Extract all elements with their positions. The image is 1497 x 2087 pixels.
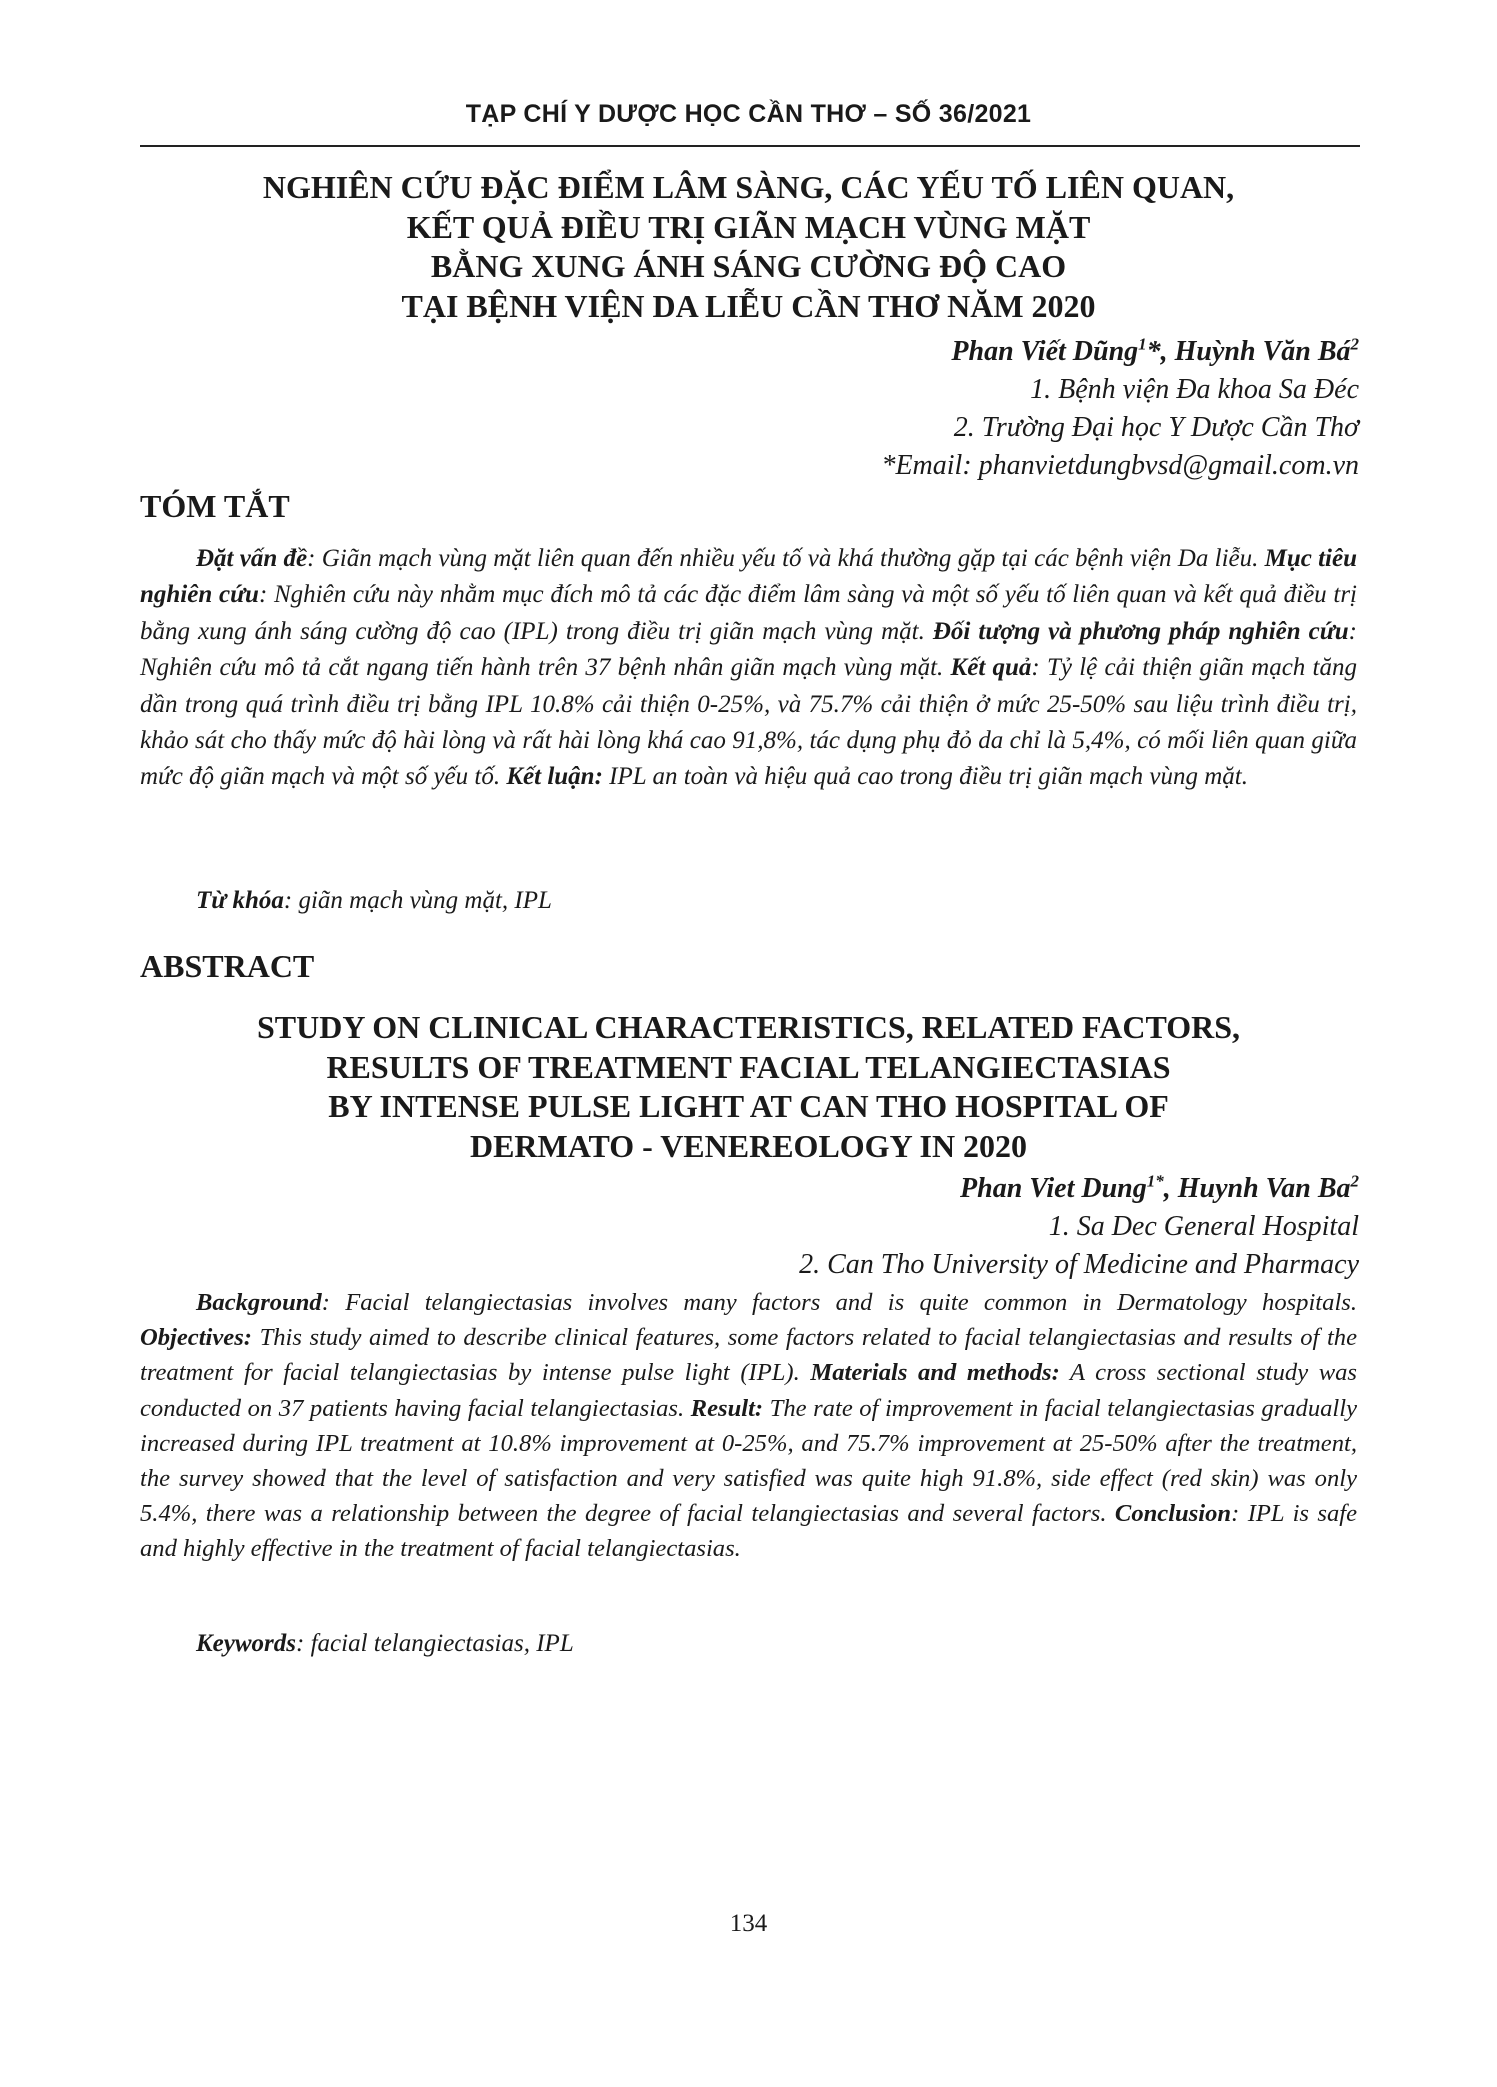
title-line: BY INTENSE PULSE LIGHT AT CAN THO HOSPITAL OF bbox=[328, 1088, 1169, 1124]
keywords-text: : giãn mạch vùng mặt, IPL bbox=[283, 887, 552, 914]
label-methods: Materials and methods: bbox=[810, 1359, 1060, 1387]
title-line: DERMATO - VENEREOLOGY IN 2020 bbox=[469, 1127, 1028, 1164]
running-head: TẠP CHÍ Y DƯỢC HỌC CẦN THƠ – SỐ 36/2021 bbox=[465, 100, 1032, 128]
text-conclusion: : IPL is safe and highly effective in the treatment of facial telangiectasias. bbox=[140, 1500, 1357, 1563]
author-separator: , bbox=[1163, 1173, 1178, 1204]
affiliation-mark: 1* bbox=[1146, 1171, 1164, 1191]
abstract-paragraph bbox=[140, 1285, 1357, 1567]
affiliation-mark: 1 bbox=[1138, 334, 1147, 354]
vietnamese-title bbox=[140, 168, 1357, 326]
label-methods: Đối tượng và phương pháp nghiên cứu bbox=[932, 617, 1349, 645]
text-conclusion: IPL an toàn và hiệu quả cao trong điều trị giãn mạch vùng mặt. bbox=[602, 763, 1248, 791]
english-keywords bbox=[140, 1630, 574, 1658]
label-background: Background bbox=[196, 1289, 322, 1316]
label-objectives: Objectives: bbox=[140, 1324, 252, 1352]
author-name: Phan Viết Dũng bbox=[951, 336, 1139, 367]
vietnamese-authors bbox=[881, 333, 1359, 485]
vietnamese-abstract bbox=[140, 541, 1357, 796]
text-background: : Giãn mạch vùng mặt liên quan đến nhiều yếu tố và khá thường gặp tại các bệnh viện Da liễu. bbox=[307, 545, 1265, 572]
title-line: RESULTS OF TREATMENT FACIAL TELANGIECTASIAS bbox=[326, 1048, 1171, 1085]
label-results: Result: bbox=[690, 1394, 764, 1422]
vietnamese-keywords bbox=[140, 887, 552, 915]
english-title bbox=[140, 1008, 1357, 1166]
label-conclusion: Kết luận: bbox=[506, 763, 603, 791]
author-name: Huỳnh Văn Bá bbox=[1174, 336, 1351, 367]
label-results: Kết quả bbox=[950, 654, 1032, 682]
author-name: Huynh Van Ba bbox=[1177, 1173, 1351, 1204]
section-heading-abstract: ABSTRACT bbox=[140, 948, 315, 984]
title-line: KẾT QUẢ ĐIỀU TRỊ GIÃN MẠCH VÙNG MẶT bbox=[406, 208, 1091, 245]
label-conclusion: Conclusion bbox=[1114, 1500, 1232, 1528]
english-abstract bbox=[140, 1285, 1357, 1567]
affiliation-mark: 2 bbox=[1350, 1171, 1359, 1191]
text-results: The rate of improvement in facial telangiectasias gradually increased during IPL treatment at 10.8% improvement at 0-25%, and 75.7% improvement at 25-50% after the treatment, the survey showed that the level of satisfaction and very satisfied was quite high 91.8%, side effect (red skin) was only 5.4%, there was a relationship between the degree of facial telangiectasias and several factors. bbox=[140, 1394, 1357, 1528]
text-background: : Facial telangiectasias involves many factors and is quite common in Dermatology hospitals. bbox=[321, 1289, 1357, 1316]
affiliation: 1. Bệnh viện Đa khoa Sa Đéc bbox=[1030, 374, 1359, 405]
keywords-label: Keywords bbox=[196, 1630, 296, 1657]
affiliation: 2. Can Tho University of Medicine and Pharmacy bbox=[799, 1249, 1359, 1280]
title-line: STUDY ON CLINICAL CHARACTERISTICS, RELATED FACTORS, bbox=[256, 1009, 1240, 1045]
author-separator: , bbox=[1160, 336, 1175, 367]
author-line bbox=[799, 1170, 1359, 1208]
title-line: TẠI BỆNH VIỆN DA LIỄU CẦN THƠ NĂM 2020 bbox=[401, 287, 1096, 324]
affiliation-mark: 2 bbox=[1350, 334, 1359, 354]
text-objectives: This study aimed to describe clinical features, some factors related to facial telangiectasias and results of the treatment for facial telangiectasias by intense pulse light (IPL). bbox=[140, 1324, 1357, 1387]
title-line: BẰNG XUNG ÁNH SÁNG CƯỜNG ĐỘ CAO bbox=[430, 248, 1067, 284]
email: *Email: phanvietdungbvsd@gmail.com.vn bbox=[881, 450, 1359, 481]
affiliation: 1. Sa Dec General Hospital bbox=[1048, 1211, 1359, 1242]
label-background: Đặt vấn đề bbox=[196, 545, 308, 572]
author-name: Phan Viet Dung bbox=[960, 1173, 1147, 1204]
label-objectives: Mục tiêu nghiên cứu bbox=[140, 545, 1358, 609]
text-methods: : Nghiên cứu mô tả cắt ngang tiến hành trên 37 bệnh nhân giãn mạch vùng mặt. bbox=[140, 617, 1357, 682]
page-number: 134 bbox=[729, 1910, 768, 1937]
corresponding-mark: * bbox=[1146, 336, 1161, 367]
section-heading-tomtat: TÓM TẮT bbox=[140, 488, 290, 524]
affiliation: 2. Trường Đại học Y Dược Cần Thơ bbox=[953, 412, 1359, 443]
title-line: NGHIÊN CỨU ĐẶC ĐIỂM LÂM SÀNG, CÁC YẾU TỐ LIÊN QUAN, bbox=[262, 169, 1235, 205]
header-rule bbox=[140, 145, 1360, 147]
text-methods: A cross sectional study was conducted on 37 patients having facial telangiectasias. bbox=[140, 1359, 1357, 1422]
keywords-text: : facial telangiectasias, IPL bbox=[296, 1630, 574, 1657]
abstract-paragraph bbox=[140, 541, 1357, 796]
keywords-label: Từ khóa bbox=[196, 887, 284, 914]
text-results: : Tỷ lệ cải thiện giãn mạch tăng dần trong quá trình điều trị bằng IPL 10.8% cải thiện 0-25%, và 75.7% cải thiện ở mức 25-50% sau liệu trình điều trị, khảo sát cho thấy mức độ hài lòng và rất hài lòng khá cao 91,8%, tác dụng phụ đỏ da chỉ là 5,4%, có mối liên quan giữa mức độ giãn mạch và một số yếu tố. bbox=[140, 654, 1357, 791]
english-authors bbox=[799, 1170, 1359, 1284]
text-objectives: : Nghiên cứu này nhằm mục đích mô tả các đặc điểm lâm sàng và một số yếu tố liên quan và kết quả điều trị bằng xung ánh sáng cường độ cao (IPL) trong điều trị giãn mạch vùng mặt. bbox=[140, 581, 1357, 645]
author-line bbox=[881, 333, 1359, 371]
